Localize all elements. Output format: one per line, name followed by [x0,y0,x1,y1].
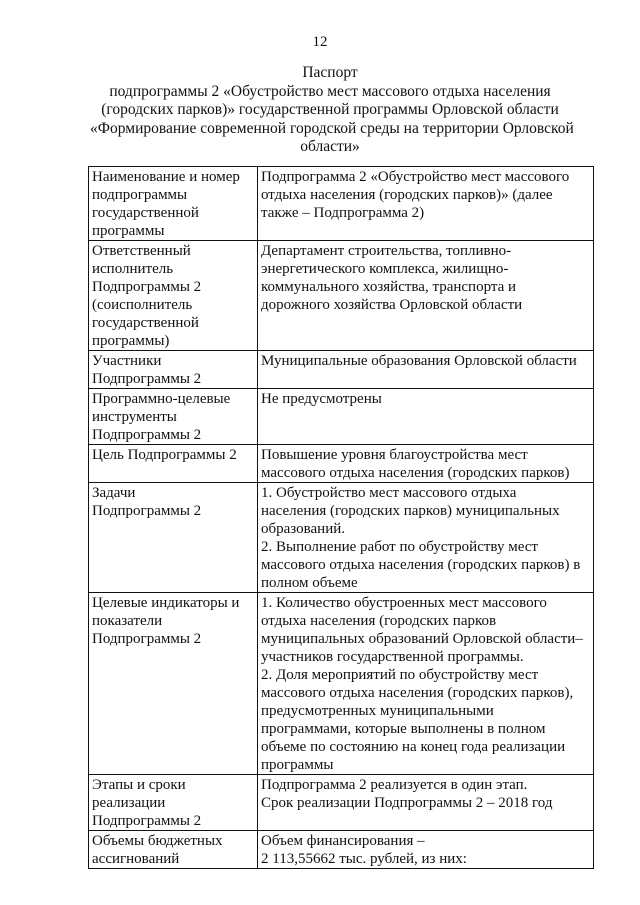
row-label-line: Цель Подпрограммы 2 [92,447,237,463]
table-row [89,351,594,389]
row-value-line: массового отдыха населения (городских парков) [261,465,570,481]
row-value-line: населения (городских парков) муниципальных [261,503,560,519]
row-value-line: 2. Доля мероприятий по обустройству мест [261,667,539,683]
row-value-cell [258,167,594,241]
row-value-cell [258,831,594,869]
row-label-line: Подпрограммы 2 [92,371,202,387]
row-label-cell [89,389,258,445]
row-value-line: также – Подпрограмма 2) [261,205,425,221]
row-label-line: ассигнований [92,851,180,867]
document-title [90,64,574,157]
row-label-line: Целевые индикаторы и [92,595,240,611]
table-row [89,389,594,445]
table-row [89,483,594,593]
row-value-cell [258,593,594,775]
row-value-line: Не предусмотрены [261,391,382,407]
row-value-line: объеме по состоянию на конец года реализации [261,739,566,755]
row-value-line: Департамент строительства, топливно- [261,243,512,259]
row-label-cell [89,445,258,483]
row-label-line: Задачи [92,485,136,501]
row-label-cell [89,483,258,593]
row-label-line: Подпрограммы 2 [92,503,202,519]
row-value-line: массового отдыха населения (городских парков), [261,685,574,701]
row-value-line: образований. [261,521,346,537]
row-label-line: показатели [92,613,163,629]
row-label-line: исполнитель [92,261,174,277]
row-label-cell [89,593,258,775]
title-line: подпрограммы 2 «Обустройство мест массового отдыха населения [109,82,551,100]
row-label-line: подпрограммы [92,187,188,203]
row-label-cell [89,241,258,351]
row-value-line: программы [261,757,334,773]
title-line: «Формирование современной городской среды на территории Орловской [90,119,574,137]
row-value-line: отдыха населения (городских парков)» (далее [261,187,553,203]
row-label-cell [89,351,258,389]
row-value-line: Повышение уровня благоустройства мест [261,447,528,463]
row-value-line: отдыха населения (городских парков [261,613,497,629]
row-value-line: дорожного хозяйства Орловской области [261,297,523,313]
title-line: (городских парков)» государственной программы Орловской области [101,101,559,118]
passport-table [88,166,594,869]
row-value-cell [258,445,594,483]
passport-table-body [89,167,594,869]
row-label-cell [89,831,258,869]
row-label-line: Этапы и сроки [92,777,186,793]
row-label-line: реализации [92,795,166,811]
row-value-line: Муниципальные образования Орловской области [261,353,577,369]
row-value-cell [258,389,594,445]
page-number: 12 [312,34,328,50]
row-label-line: инструменты [92,409,177,425]
row-value-line: энергетического комплекса, жилищно- [261,261,509,277]
row-value-line: Срок реализации Подпрограммы 2 – 2018 год [261,795,553,811]
table-row [89,241,594,351]
row-value-line: 2. Выполнение работ по обустройству мест [261,539,538,555]
row-label-line: программы [92,223,165,239]
title-line: области» [300,138,360,155]
row-value-line: Объем финансирования – [261,833,425,849]
table-row [89,831,594,869]
table-row [89,167,594,241]
row-label-line: Подпрограммы 2 [92,813,202,829]
row-label-line: Подпрограммы 2 [92,631,202,647]
row-label-line: программы) [92,333,170,349]
row-label-line: Объемы бюджетных [92,833,223,849]
row-value-line: коммунального хозяйства, транспорта и [261,279,517,295]
row-label-line: Наименование и номер [92,169,240,185]
row-value-line: муниципальных образований Орловской области– [261,631,583,647]
row-value-cell [258,241,594,351]
row-label-line: Программно-целевые [92,391,231,407]
row-value-line: участников государственной программы. [261,649,524,665]
row-label-line: Участники [92,353,162,369]
row-value-line: 1. Количество обустроенных мест массового [261,595,547,611]
row-value-line: полном объеме [261,575,358,591]
row-value-line: предусмотренных муниципальными [261,703,494,719]
table-row [89,593,594,775]
row-label-line: Подпрограммы 2 [92,279,202,295]
row-value-line: Подпрограмма 2 реализуется в один этап. [261,777,528,793]
row-label-line: государственной [92,315,199,331]
row-label-line: Ответственный [92,243,191,259]
row-label-line: Подпрограммы 2 [92,427,202,443]
table-row [89,445,594,483]
row-value-cell [258,775,594,831]
row-value-line: 1. Обустройство мест массового отдыха [261,485,517,501]
row-value-line: Подпрограмма 2 «Обустройство мест массового [261,169,570,185]
row-label-line: (соисполнитель [92,297,193,313]
row-label-cell [89,167,258,241]
row-value-cell [258,483,594,593]
title-line: Паспорт [302,64,358,81]
row-value-line: 2 113,55662 тыс. рублей, из них: [261,851,467,867]
row-value-line: программами, которые выполнены в полном [261,721,546,737]
row-label-line: государственной [92,205,199,221]
row-label-cell [89,775,258,831]
row-value-cell [258,351,594,389]
table-row [89,775,594,831]
row-value-line: массового отдыха населения (городских парков) в [261,557,581,573]
